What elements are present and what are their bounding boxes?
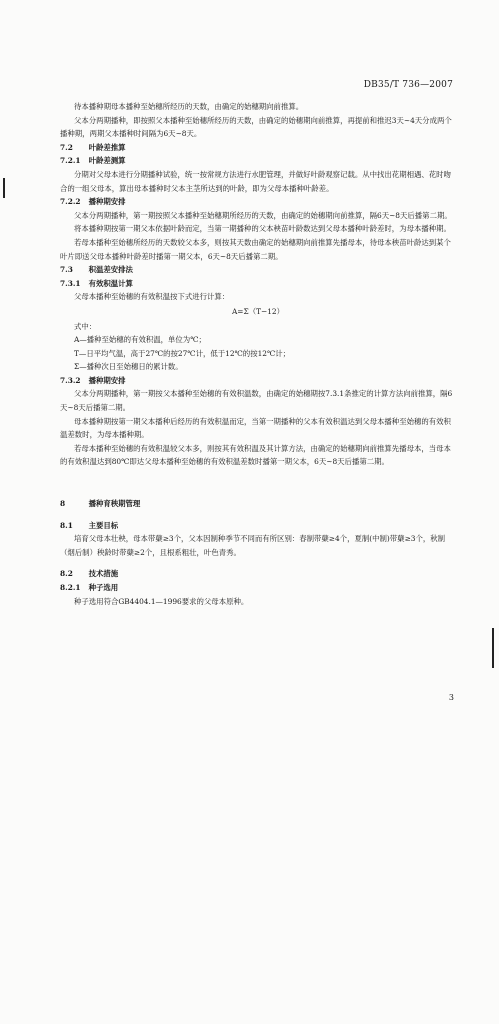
- standard-code: DB35/T 736—2007: [363, 80, 453, 90]
- paragraph: 父本分两期播种，即按照父本播种至始穗所经历的天数，由确定的始穗期向前推算，再提前和推迟3天~4天分成两个播种期，两期父本播种时间隔为6天~8天。: [60, 115, 452, 139]
- section-title: 播种期安排: [88, 375, 126, 385]
- paragraph: 父本分两期播种，第一期按照父本播种至始穗期所经历的天数，由确定的始穗期向前推算，隔6天~8天后播第二期。: [74, 210, 452, 220]
- section-title: 主要目标: [88, 520, 119, 530]
- formula-variable-t: T—日平均气温，高于27℃的按27℃计，低于12℃的按12℃计；: [74, 348, 291, 358]
- section-heading: [60, 263, 456, 277]
- formula-where-label: 式中：: [74, 321, 97, 331]
- chapter-heading: [60, 497, 456, 511]
- paragraph: 待本播种期母本播种至始穗所经历的天数，由确定的始穗期向前推算。: [74, 102, 304, 111]
- section-heading: [60, 519, 456, 533]
- paragraph: 培育父母本壮秧，母本带蘖≥3个，父本因制种季节不同而有所区别：春制带蘖≥4个，夏制(中制)带蘖≥3个，秋制（烟后制）秧龄时带蘖≥2个，且根系粗壮，叶色青秀。: [60, 534, 446, 557]
- section-number: 7.2: [60, 142, 73, 152]
- section-title: 积温差安排法: [88, 265, 133, 275]
- section-number: 8.2.1: [60, 583, 81, 592]
- paragraph: 若母本播种至始穗所经历的天数较父本多，则按其天数由确定的始穗期向前推算先播母本，待母本秧苗叶龄达到某个叶片即送父母本播种叶龄差时播第一期父本，6天~8天后播第二期。: [60, 237, 451, 261]
- section-title: 叶龄差推算: [88, 142, 126, 152]
- section-number: 7.2.2: [60, 197, 81, 207]
- paragraph: 种子选用符合GB4404.1—1996要求的父母本原种。: [74, 596, 249, 606]
- scan-edge-mark: [492, 628, 494, 668]
- subsection-heading: [60, 581, 456, 595]
- subsection-heading: [60, 154, 456, 168]
- formula-variable-a: A—播种至始穗的有效积温，单位为℃；: [74, 335, 206, 345]
- paragraph: 父本分两期播种，第一期按父本播种至始穗的有效积温数，由确定的始穗期按7.3.1条推定的计算方法向前推算，隔6天~8天后播第二期。: [60, 389, 453, 413]
- paragraph: 父母本播种至始穗的有效积温按下式进行计算：: [74, 292, 230, 302]
- formula-variable-sigma: Σ—播种次日至始穗日的累计数。: [74, 362, 183, 372]
- section-title: 叶龄差测算: [88, 156, 126, 166]
- section-title: 种子选用: [88, 583, 119, 592]
- page-number: 3: [448, 693, 454, 702]
- scan-edge-mark: [3, 178, 5, 198]
- section-number: 7.3: [60, 265, 73, 275]
- section-title: 播种育秧期管理: [88, 499, 141, 509]
- section-heading: [60, 567, 456, 581]
- section-number: 8.1: [60, 520, 73, 530]
- paragraph: 母本播种期按第一期父本播种后经历的有效积温而定，当第一期播种的父本有效积温达到父母本播种至始穗的有效积温差数时，为母本播种期。: [60, 416, 451, 440]
- subsection-heading: [60, 195, 456, 209]
- section-number: 7.3.1: [60, 278, 81, 288]
- section-number: 8: [60, 499, 66, 509]
- paragraph: 将本播种期按第一期父本依据叶龄而定，当第一期播种的父本秧苗叶龄数达到父母本播种叶龄差时，为母本播种期。: [74, 224, 451, 234]
- section-number: 8.2: [60, 569, 73, 579]
- formula: A=Σ（T−12）: [231, 306, 285, 316]
- subsection-heading: [60, 374, 456, 388]
- document-body: [60, 100, 456, 608]
- section-number: 7.2.1: [60, 156, 81, 166]
- section-number: 7.3.2: [60, 375, 81, 385]
- section-title: 有效积温计算: [88, 278, 133, 288]
- paragraph: 分期对父母本进行分期播种试验，统一按常规方法进行水肥管理，并做好叶龄观察记载。从中找出花期相遇、花时吻合的一组父母本，算出母本播种时父本主茎所达到的叶龄，即为父母本播种叶龄差。: [60, 169, 451, 193]
- section-title: 播种期安排: [88, 197, 126, 207]
- subsection-heading: [60, 277, 456, 291]
- paragraph: 若母本播种至始穗的有效积温较父本多，则按其有效积温及其计算方法，由确定的始穗期向前推算先播母本，当母本的有效积温达到80℃即达父母本播种至始穗的有效积温差数时播第一期父本，6天~8天后播第二期。: [60, 443, 451, 467]
- section-title: 技术措施: [88, 569, 119, 579]
- section-heading: [60, 141, 456, 155]
